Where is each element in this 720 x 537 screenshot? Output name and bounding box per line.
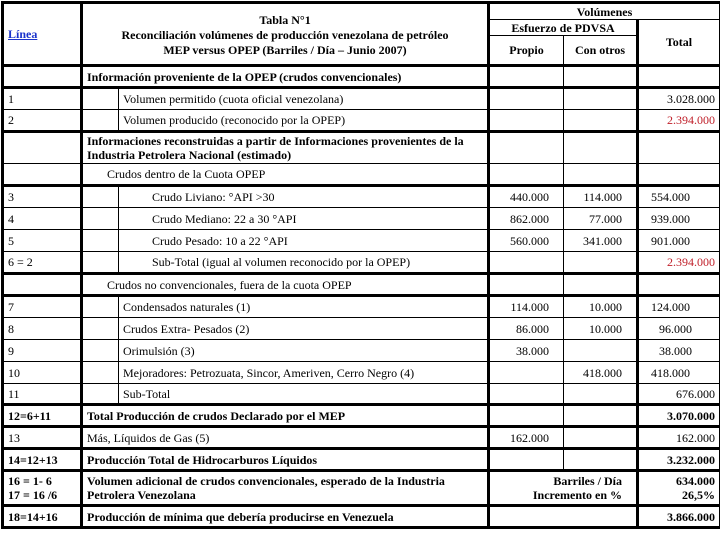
line-number: 11: [3, 384, 82, 405]
row-label: Producción Total de Hidrocarburos Líquidos: [82, 449, 489, 471]
table-title: [82, 3, 489, 66]
row-label: Sub-Total: [119, 384, 489, 405]
total-value: 3.866.000: [638, 506, 720, 528]
subsection-no-convencionales-row: [3, 274, 720, 296]
table-row: 8 Crudos Extra- Pesados (2) 86.000 10.000 96.000: [3, 318, 720, 340]
section-opep-row: [3, 66, 720, 88]
subsection-no-convencionales-title: Crudos no convencionales, fuera de la cuota OPEP: [82, 274, 489, 296]
title-line-1: Tabla N°1: [259, 12, 311, 27]
row-label: Volumen producido (reconocido por la OPEP): [119, 110, 489, 132]
line-number: 6 = 2: [3, 252, 82, 274]
table-row: [3, 88, 720, 110]
linea-link[interactable]: Línea: [8, 27, 38, 41]
table-row-total: [3, 449, 720, 471]
table-row: 9 Orimulsión (3) 38.000 38.000: [3, 340, 720, 362]
subsection-dentro-cuota-row: [3, 164, 720, 186]
total-value: 676.000: [638, 384, 720, 405]
total-value: 3.028.000: [638, 88, 720, 110]
table-row: 13 Más, Líquidos de Gas (5) 162.000 162.000: [3, 427, 720, 449]
total-value: 901.000: [638, 230, 720, 252]
row-label: Condensados naturales (1): [119, 296, 489, 318]
table-row: 5 Crudo Pesado: 10 a 22 °API 560.000 341.000 901.000: [3, 230, 720, 252]
table-row-additional: [3, 471, 720, 506]
line-number: 14=12+13: [3, 449, 82, 471]
row-label: Volumen adicional de crudos convencionales, esperado de la Industria Petrolera Venezolana: [82, 471, 489, 506]
subsection-dentro-cuota-title: Crudos dentro de la Cuota OPEP: [82, 164, 489, 186]
line-number: 1: [3, 88, 82, 110]
row-label: Total Producción de crudos Declarado por el MEP: [82, 405, 489, 427]
line-number: 12=6+11: [3, 405, 82, 427]
title-line-2: Reconciliación volúmenes de producción venezolana de petróleo: [121, 27, 449, 42]
row-label: Crudo Liviano: °API >30: [119, 186, 489, 208]
table-row: 10 Mejoradores: Petrozuata, Sincor, Ameriven, Cerro Negro (4) 418.000 418.000: [3, 362, 720, 384]
title-line-3: MEP versus OPEP (Barriles / Día – Junio 2007): [163, 42, 407, 57]
total-header: Total: [638, 20, 720, 66]
table-row: [3, 252, 720, 274]
reconciliation-table: [1, 1, 720, 529]
row-label: Sub-Total (igual al volumen reconocido por la OPEP): [119, 252, 489, 274]
table-row-total: [3, 405, 720, 427]
esfuerzo-header: Esfuerzo de PDVSA: [489, 20, 638, 36]
table-row: [3, 110, 720, 132]
line-number: 18=14+16: [3, 506, 82, 528]
linea-header-cell: [3, 3, 82, 66]
line-number: 7: [3, 296, 82, 318]
total-value: 38.000: [638, 340, 720, 362]
total-value: 124.000: [638, 296, 720, 318]
row-label: Mejoradores: Petrozuata, Sincor, Ameriven, Cerro Negro (4): [119, 362, 489, 384]
line-number: 8: [3, 318, 82, 340]
row-label: Producción de mínima que debería producirse en Venezuela: [82, 506, 489, 528]
propio-header: Propio: [489, 36, 564, 66]
total-value-highlight: 2.394.000: [638, 252, 720, 274]
line-number: 10: [3, 362, 82, 384]
row-label: Volumen permitido (cuota oficial venezolana): [119, 88, 489, 110]
table-row-total: [3, 506, 720, 528]
line-number: 3: [3, 186, 82, 208]
total-value: 418.000: [638, 362, 720, 384]
line-number: 16 = 1- 6 17 = 16 /6: [3, 471, 82, 506]
table-row: 7 Condensados naturales (1) 114.000 10.000 124.000: [3, 296, 720, 318]
unit-labels: Barriles / Día Incremento en %: [489, 471, 638, 506]
section-reconstruidas-row: [3, 132, 720, 164]
section-reconstruidas-title: Informaciones reconstruidas a partir de Informaciones provenientes de la Industria Petrolera Nacional (estimado): [82, 132, 489, 164]
table-row: 4 Crudo Mediano: 22 a 30 °API 862.000 77.000 939.000: [3, 208, 720, 230]
line-number: 13: [3, 427, 82, 449]
con-otros-header: Con otros: [564, 36, 638, 66]
row-label: Crudos Extra- Pesados (2): [119, 318, 489, 340]
total-value: 162.000: [638, 427, 720, 449]
line-number: 4: [3, 208, 82, 230]
total-value: 3.070.000: [638, 405, 720, 427]
table-row: [3, 384, 720, 405]
row-label: Crudo Pesado: 10 a 22 °API: [119, 230, 489, 252]
table-row: 3 Crudo Liviano: °API >30 440.000 114.000 554.000: [3, 186, 720, 208]
line-number: 9: [3, 340, 82, 362]
total-value: 554.000: [638, 186, 720, 208]
line-number: 2: [3, 110, 82, 132]
row-label: Más, Líquidos de Gas (5): [82, 427, 489, 449]
total-value: 634.000 26,5%: [638, 471, 720, 506]
total-value: 96.000: [638, 318, 720, 340]
total-value: 939.000: [638, 208, 720, 230]
row-label: Orimulsión (3): [119, 340, 489, 362]
total-value: 3.232.000: [638, 449, 720, 471]
volumenes-header: Volúmenes: [489, 3, 720, 20]
total-value-highlight: 2.394.000: [638, 110, 720, 132]
line-number: 5: [3, 230, 82, 252]
section-opep-title: Información proveniente de la OPEP (crudos convencionales): [82, 66, 489, 88]
row-label: Crudo Mediano: 22 a 30 °API: [119, 208, 489, 230]
